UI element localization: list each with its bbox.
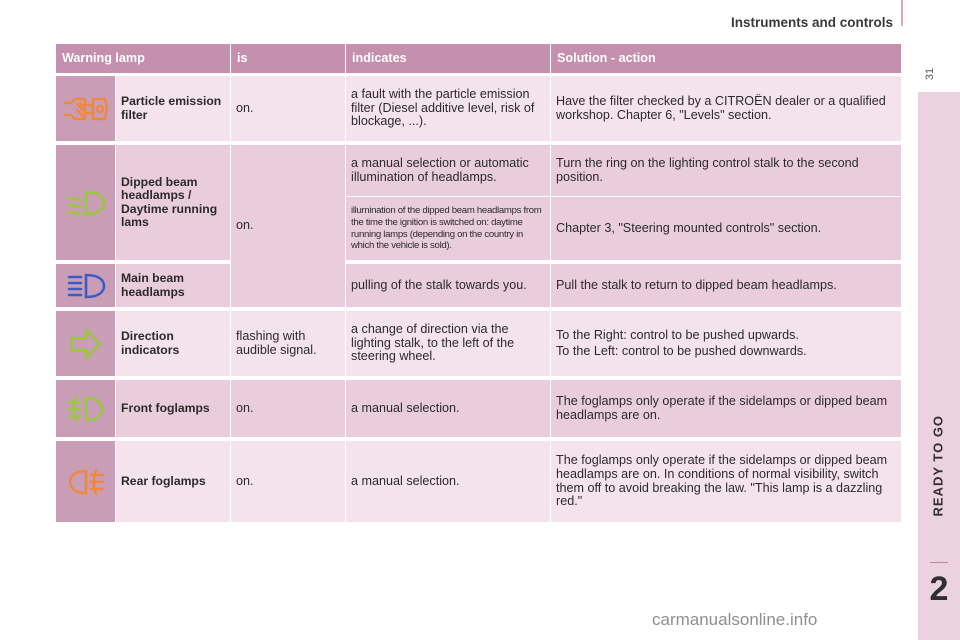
lamp-indicates: illumination of the dipped beam headlamps from the time the ignition is switched on: daytime running lamps (depending on the country in which the vehicle is sold). xyxy=(346,197,551,261)
lamp-indicates: a manual selection or automatic illumination of headlamps. xyxy=(346,145,551,197)
column-header-solution: Solution - action xyxy=(551,44,902,73)
lamp-name: Front foglamps xyxy=(116,380,231,438)
lamp-name: Direction indicators xyxy=(116,311,231,377)
lamp-name: Particle emission filter xyxy=(116,76,231,142)
rear-foglamp-icon xyxy=(56,441,116,523)
warning-lamps-table xyxy=(56,44,902,523)
lamp-solution: Chapter 3, "Steering mounted controls" section. xyxy=(551,197,902,261)
lamp-solution: Have the filter checked by a CITROËN dealer or a qualified workshop. Chapter 6, "Levels" section. xyxy=(551,76,902,142)
lamp-solution: Pull the stalk to return to dipped beam headlamps. xyxy=(551,264,902,308)
table-row xyxy=(56,145,902,197)
chapter-tab-label xyxy=(931,475,946,517)
chapter-number: 2 xyxy=(929,570,949,608)
lamp-indicates: a fault with the particle emission filter (Diesel additive level, risk of blockage, ...). xyxy=(346,76,551,142)
lamp-name: Main beam headlamps xyxy=(116,264,231,308)
table-header-row xyxy=(56,44,902,73)
table-row xyxy=(56,380,902,438)
lamp-indicates: a manual selection. xyxy=(346,441,551,523)
watermark-text: carmanualsonline.info xyxy=(652,610,818,629)
lamp-indicates: pulling of the stalk towards you. xyxy=(346,264,551,308)
main-beam-icon xyxy=(56,264,116,308)
page-header-title: Instruments and controls xyxy=(730,15,893,30)
lamp-status: on. xyxy=(231,441,346,523)
front-foglamp-icon xyxy=(56,380,116,438)
lamp-solution: The foglamps only operate if the sidelamps or dipped beam headlamps are on. In conditions of normal visibility, switch them off to avoid breaking the law. "This lamp is a dazzling red." xyxy=(551,441,902,523)
page-number: 31 xyxy=(924,67,936,81)
particle-filter-icon xyxy=(56,76,116,142)
table-row xyxy=(56,264,902,308)
lamp-solution: Turn the ring on the lighting control stalk to the second position. xyxy=(551,145,902,197)
lamp-status: on. xyxy=(231,380,346,438)
lamp-name: Rear foglamps xyxy=(116,441,231,523)
column-header-is: is xyxy=(231,44,346,73)
header-divider xyxy=(901,0,903,26)
dipped-beam-icon xyxy=(56,145,116,261)
lamp-indicates: a change of direction via the lighting stalk, to the left of the steering wheel. xyxy=(346,311,551,377)
direction-indicator-icon xyxy=(56,311,116,377)
column-header-warning-lamp: Warning lamp xyxy=(56,44,231,73)
lamp-status: on. xyxy=(231,145,346,308)
chapter-tab-divider xyxy=(930,562,948,563)
solution-left: To the Left: control to be pushed downwards. xyxy=(556,343,807,358)
lamp-solution xyxy=(551,311,902,377)
column-header-indicates: indicates xyxy=(346,44,551,73)
chapter-side-tab xyxy=(918,92,960,640)
table-row xyxy=(56,76,902,142)
lamp-name: Dipped beam headlamps / Daytime running lams xyxy=(116,145,231,261)
lamp-indicates: a manual selection. xyxy=(346,380,551,438)
lamp-status: on. xyxy=(231,76,346,142)
table-row xyxy=(56,441,902,523)
table-row xyxy=(56,311,902,377)
lamp-solution: The foglamps only operate if the sidelamps or dipped beam headlamps are on. xyxy=(551,380,902,438)
solution-right: To the Right: control to be pushed upwards. xyxy=(556,327,799,342)
lamp-status: flashing with audible signal. xyxy=(231,311,346,377)
